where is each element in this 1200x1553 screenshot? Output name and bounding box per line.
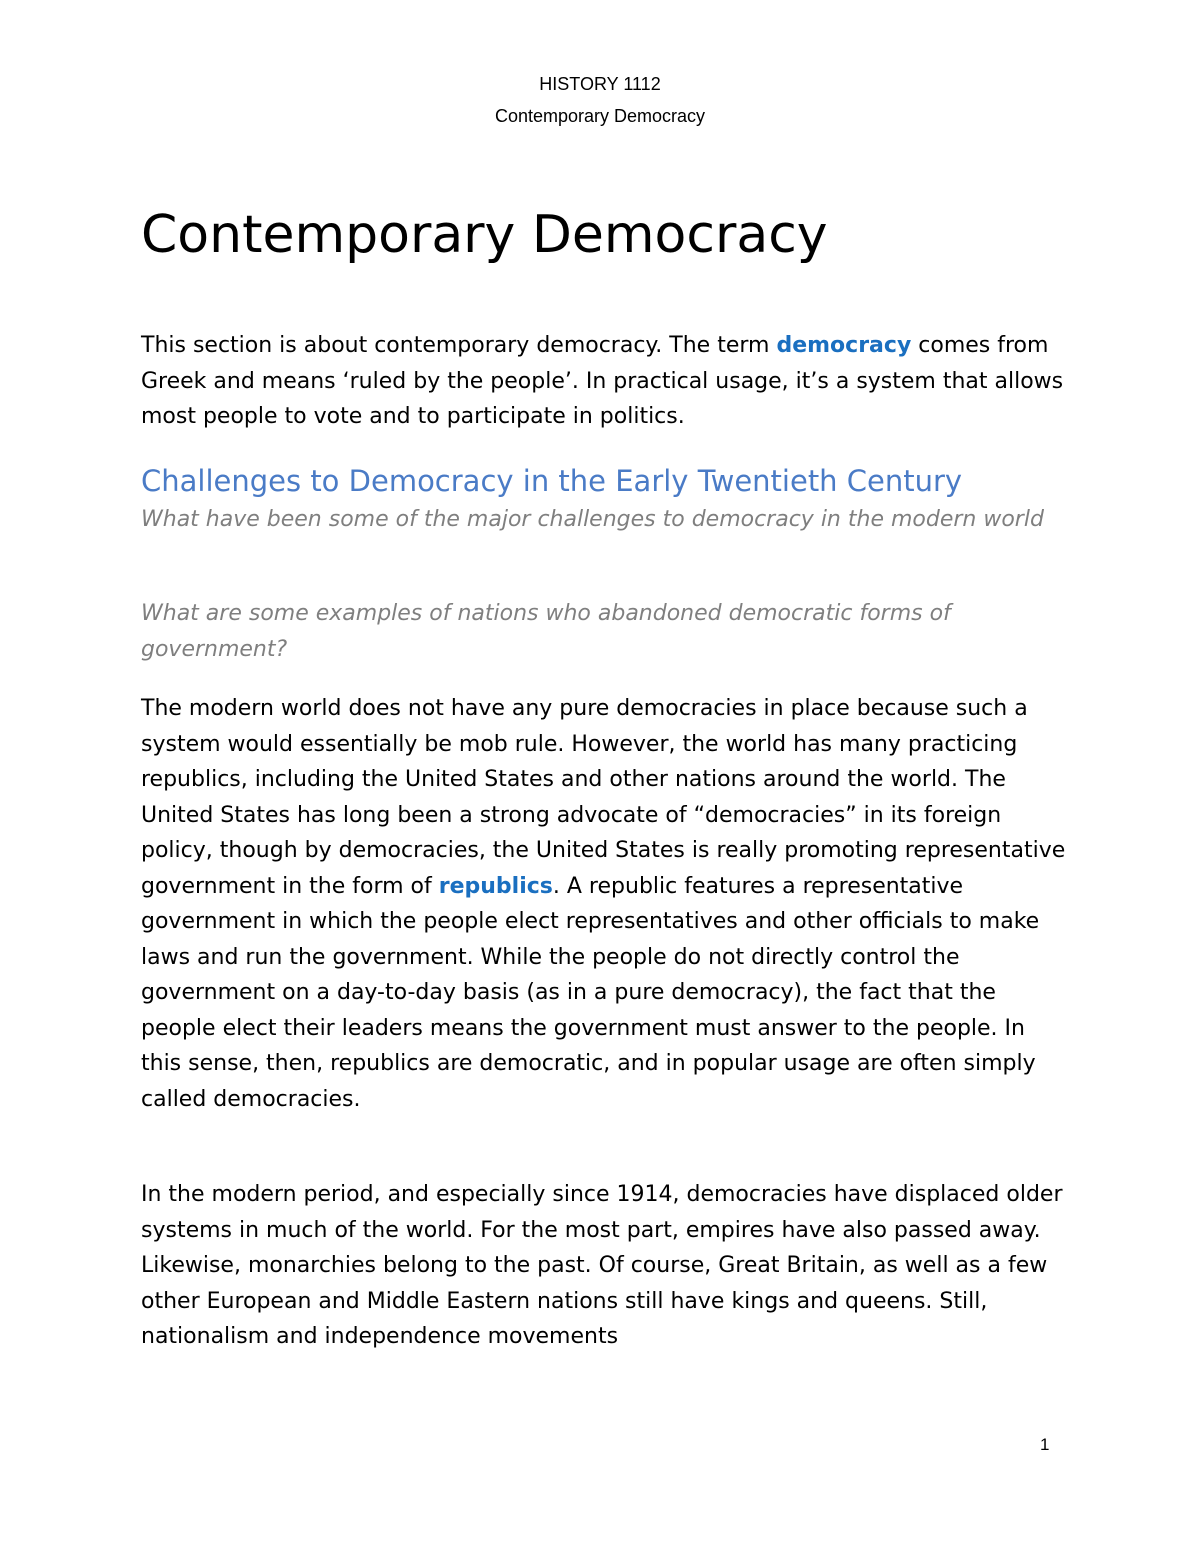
paragraph1-text-start: The modern world does not have any pure democracies in place because such a system would essentially be mob rule. However, the world has many practicing republics, including the United States and other nations around the world. The United States has long been a strong advocate of “democracies” in its foreign policy, though by democracies, the United States is really promoting representative government in the form of <box>141 696 1066 899</box>
intro-paragraph <box>141 328 1071 435</box>
body-paragraph-2: In the modern period, and especially since 1914, democracies have displaced older systems in much of the world. For the most part, empires have also passed away. Likewise, monarchies belong to the past. Of course, Great Britain, as well as a few other European and Middle Eastern nations still have kings and queens. Still, nationalism and independence movements <box>141 1182 1063 1349</box>
intro-text-end: comes from Greek and means ‘ruled by the people’. In practical usage, it’s a system that allows most people to vote and to participate in politics. <box>141 333 1064 429</box>
document-title: Contemporary Democracy <box>141 205 828 265</box>
page-number: 1 <box>1040 1435 1050 1454</box>
intro-text-start: This section is about contemporary democracy. The term <box>141 333 777 358</box>
paragraph1-text-end: . A republic features a representative government in which the people elect representatives and other officials to make laws and run the government. While the people do not directly control the government on a day-to-day basis (as in a pure democracy), the fact that the people elect their leaders means the government must answer to the people. In this sense, then, republics are democratic, and in popular usage are often simply called democracies. <box>141 873 1040 1112</box>
header-course: HISTORY 1112 <box>539 74 661 94</box>
header-topic: Contemporary Democracy <box>494 106 706 126</box>
body-paragraph-1 <box>141 691 1071 1117</box>
question-2: What are some examples of nations who abandoned democratic forms of government? <box>141 601 951 662</box>
term-republics: republics <box>438 873 553 899</box>
term-democracy: democracy <box>776 333 912 358</box>
question-1: What have been some of the major challenges to democracy in the modern world <box>141 507 1044 532</box>
section-heading: Challenges to Democracy in the Early Twentieth Century <box>141 464 963 498</box>
